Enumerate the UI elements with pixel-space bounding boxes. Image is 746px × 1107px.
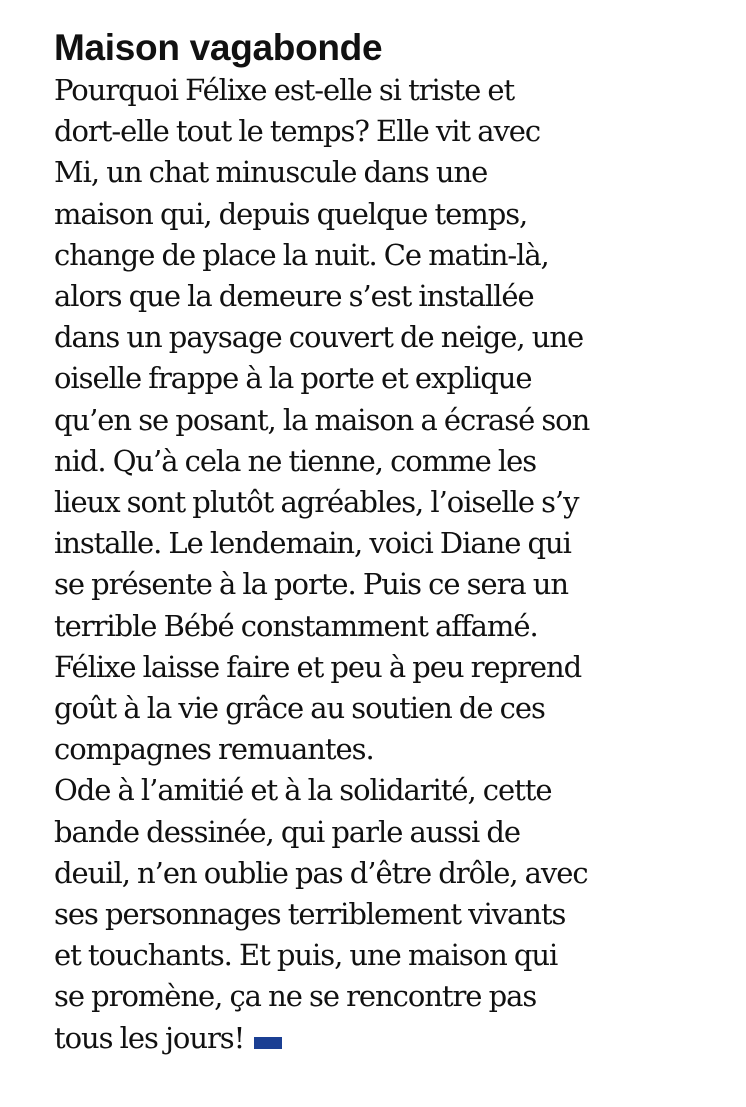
text-line: se promène, ça ne se rencontre pas	[54, 979, 537, 1014]
text-line: goût à la vie grâce au soutien de ces	[54, 691, 545, 726]
text-line: installe. Le lendemain, voici Diane qui	[54, 526, 571, 561]
article-headline: Maison vagabonde	[54, 27, 383, 68]
text-line: change de place la nuit. Ce matin-là,	[54, 237, 549, 272]
text-line: deuil, n’en oublie pas d’être drôle, avec	[54, 855, 588, 890]
text-line: Ode à l’amitié et à la solidarité, cette	[54, 773, 552, 808]
text-line: qu’en se posant, la maison a écrasé son	[54, 402, 590, 437]
paragraph-1	[54, 70, 734, 770]
end-of-article-marker	[254, 1037, 282, 1049]
text-line: dort-elle tout le temps? Elle vit avec	[54, 114, 541, 149]
text-line: terrible Bébé constamment affamé.	[54, 608, 538, 643]
text-line: lieux sont plutôt agréables, l’oiselle s’y	[54, 485, 579, 520]
text-line: ses personnages terriblement vivants	[54, 897, 566, 932]
text-line: oiselle frappe à la porte et explique	[54, 361, 532, 396]
text-line: Mi, un chat minuscule dans une	[54, 155, 488, 190]
text-line: compagnes remuantes.	[54, 732, 374, 767]
text-line: dans un paysage couvert de neige, une	[54, 320, 584, 355]
text-line: Félixe laisse faire et peu à peu reprend	[54, 649, 582, 684]
text-line: et touchants. Et puis, une maison qui	[54, 938, 558, 973]
paragraph-2	[54, 770, 734, 1058]
text-line: alors que la demeure s’est installée	[54, 279, 534, 314]
text-line-content: tous les jours!	[54, 1020, 245, 1055]
text-line: nid. Qu’à cela ne tienne, comme les	[54, 443, 537, 478]
article	[54, 26, 734, 1059]
text-line: Pourquoi Félixe est-elle si triste et	[54, 73, 515, 107]
last-text-line	[54, 1018, 734, 1059]
text-line: maison qui, depuis quelque temps,	[54, 196, 528, 231]
text-line: se présente à la porte. Puis ce sera un	[54, 567, 569, 602]
text-line: bande dessinée, qui parle aussi de	[54, 814, 521, 849]
